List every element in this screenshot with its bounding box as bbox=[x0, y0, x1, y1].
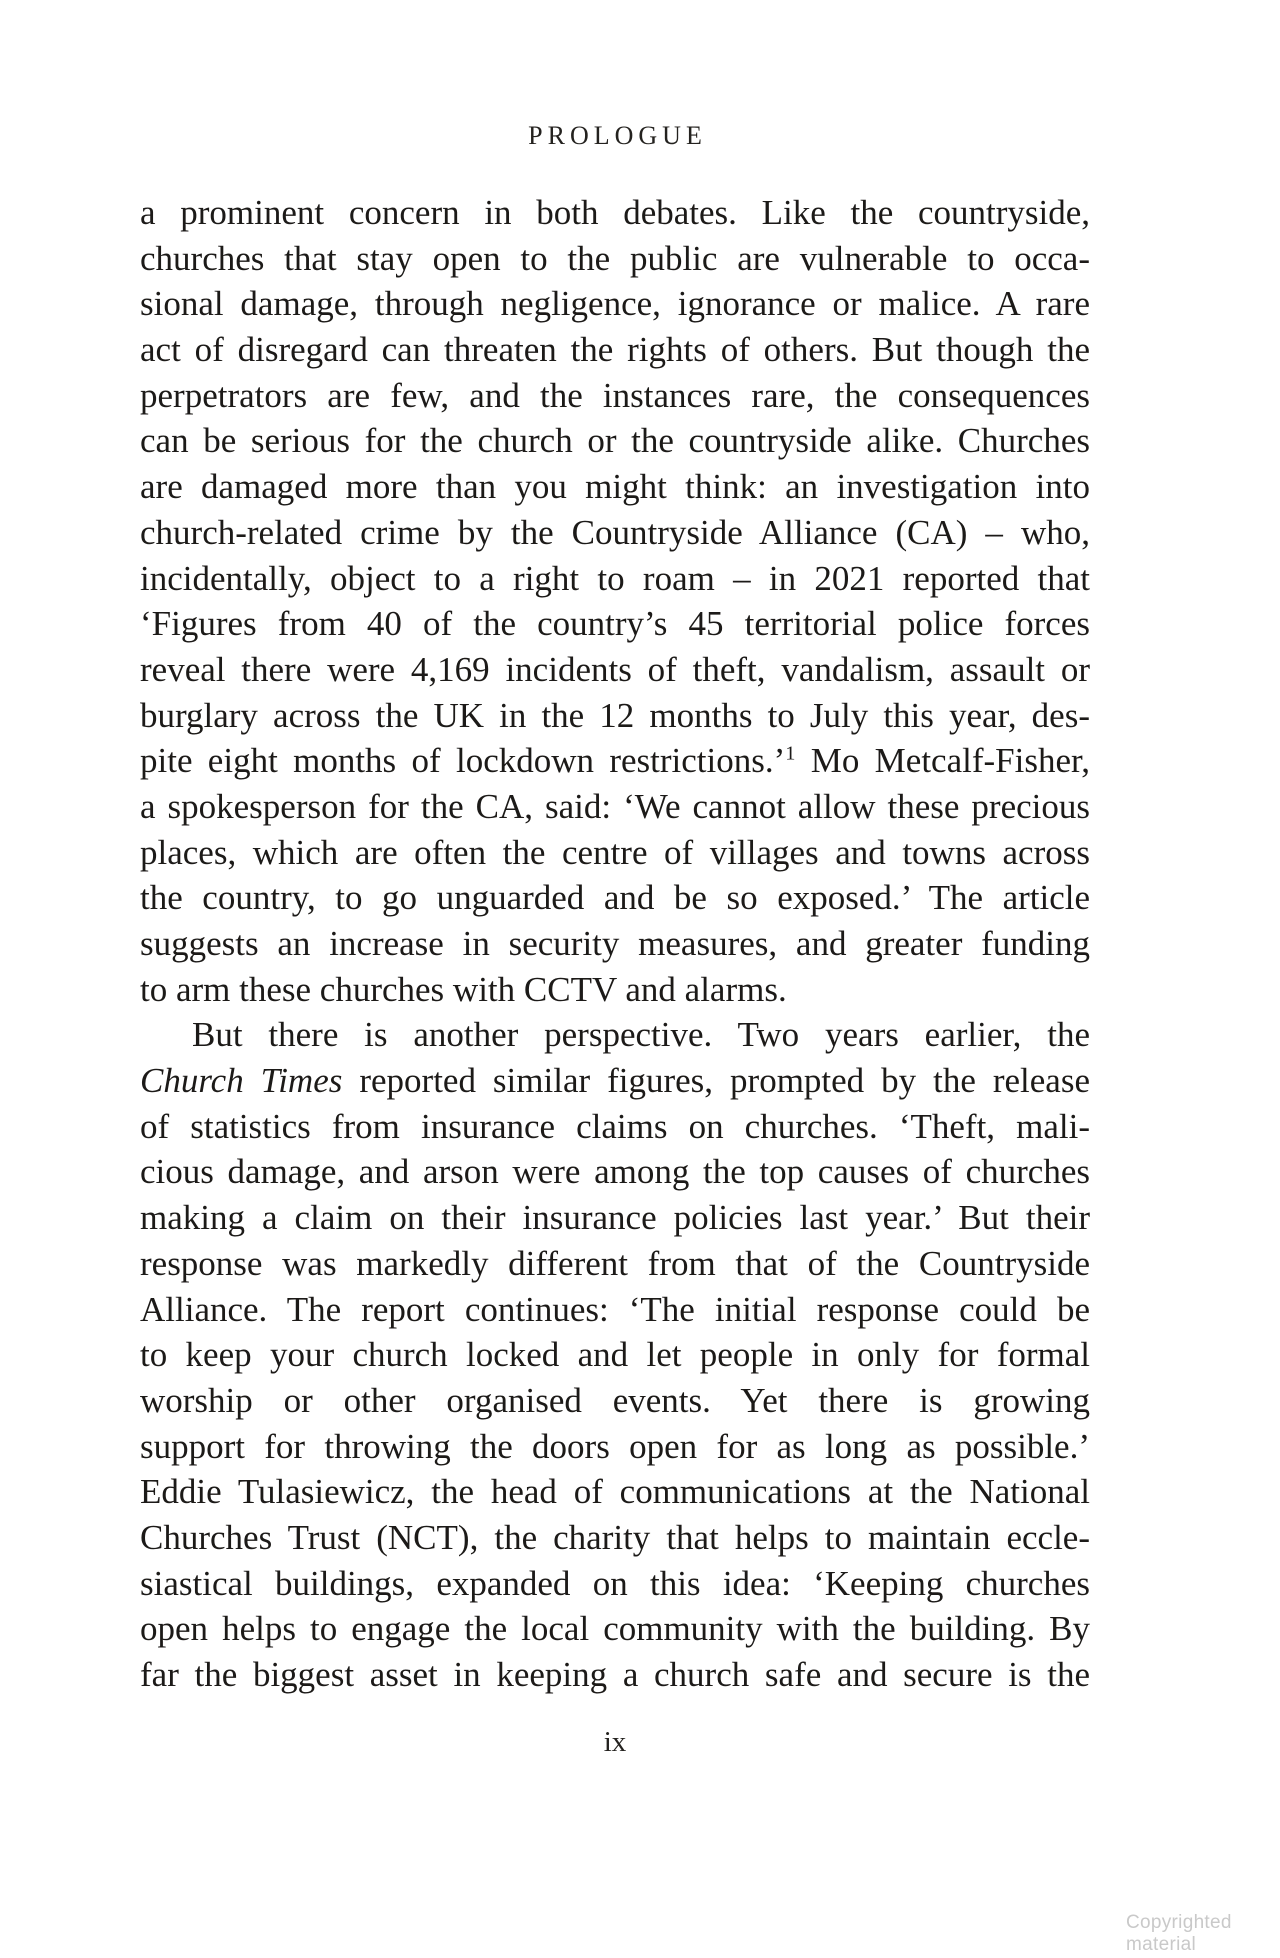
text-segment: far the biggest asset in keeping a church safe and secure is the bbox=[140, 1655, 1090, 1694]
text-segment: Churches Trust (NCT), the charity that helps to maintain eccle- bbox=[140, 1517, 1090, 1557]
text-line bbox=[140, 738, 1090, 784]
text-segment: reveal there were 4,169 incidents of theft, vandalism, assault or bbox=[140, 649, 1090, 689]
footnote-marker: 1 bbox=[785, 742, 796, 765]
text-segment: open helps to engage the local community with the building. By bbox=[140, 1609, 1090, 1649]
text-segment: a prominent concern in both debates. Like the countryside, bbox=[140, 193, 1090, 232]
text-segment: Church Times bbox=[140, 1061, 343, 1101]
text-line bbox=[140, 967, 1090, 1013]
text-segment: worship or other organised events. Yet there is growing bbox=[140, 1380, 1090, 1420]
text-segment: of statistics from insurance claims on churches. ‘Theft, mali- bbox=[140, 1106, 1090, 1146]
text-segment: burglary across the UK in the 12 months to July this year, des- bbox=[140, 695, 1090, 735]
text-line bbox=[140, 1606, 1090, 1652]
text-segment: are damaged more than you might think: an investigation into bbox=[140, 467, 1090, 507]
text-segment: But there is another perspective. Two years earlier, the bbox=[192, 1015, 1090, 1055]
text-segment: churches that stay open to the public are vulnerable to occa- bbox=[140, 238, 1090, 278]
text-segment: suggests an increase in security measures, and greater funding bbox=[140, 924, 1090, 963]
text-segment: incidentally, object to a right to roam – in 2021 reported that bbox=[140, 558, 1090, 598]
text-line bbox=[140, 647, 1090, 693]
page-header: PROLOGUE bbox=[528, 121, 707, 150]
text-line bbox=[140, 1149, 1090, 1195]
text-line bbox=[140, 1012, 1090, 1058]
copyright-watermark: Copyrighted material bbox=[1126, 1912, 1232, 1955]
text-line bbox=[140, 190, 1090, 236]
text-line bbox=[140, 1104, 1090, 1150]
text-segment: perpetrators are few, and the instances rare, the consequences bbox=[140, 375, 1090, 415]
text-segment: sional damage, through negligence, ignorance or malice. A rare bbox=[140, 284, 1090, 324]
text-segment: a spokesperson for the CA, said: ‘We cannot allow these precious bbox=[140, 786, 1090, 826]
text-segment: support for throwing the doors open for as long as possible.’ bbox=[140, 1426, 1090, 1466]
text-line bbox=[140, 1561, 1090, 1607]
text-line bbox=[140, 601, 1090, 647]
text-segment: cious damage, and arson were among the top causes of churches bbox=[140, 1152, 1090, 1192]
text-line bbox=[140, 875, 1090, 921]
text-line bbox=[140, 281, 1090, 327]
text-line bbox=[140, 464, 1090, 510]
text-line bbox=[140, 1469, 1090, 1515]
text-segment: to keep your church locked and let people in only for formal bbox=[140, 1335, 1090, 1375]
text-segment: act of disregard can threaten the rights of others. But though the bbox=[140, 330, 1090, 370]
text-line bbox=[140, 921, 1090, 967]
text-line bbox=[140, 373, 1090, 419]
text-segment: Eddie Tulasiewicz, the head of communications at the National bbox=[140, 1472, 1090, 1512]
text-line bbox=[140, 418, 1090, 464]
text-segment: ‘Figures from 40 of the country’s 45 territorial police forces bbox=[140, 604, 1090, 644]
text-line bbox=[140, 556, 1090, 602]
page-number: ix bbox=[603, 1726, 627, 1758]
text-line bbox=[140, 784, 1090, 830]
text-line bbox=[140, 1652, 1090, 1698]
text-line bbox=[140, 1287, 1090, 1333]
text-segment: places, which are often the centre of villages and towns across bbox=[140, 832, 1090, 872]
text-line bbox=[140, 1058, 1090, 1104]
text-line bbox=[140, 1241, 1090, 1287]
text-segment: making a claim on their insurance policies last year.’ But their bbox=[140, 1198, 1090, 1238]
text-segment: reported similar figures, prompted by the release bbox=[342, 1061, 1090, 1101]
text-segment: Mo Metcalf-Fisher, bbox=[795, 741, 1090, 781]
text-line bbox=[140, 693, 1090, 739]
text-segment: to arm these churches with CCTV and alarms. bbox=[140, 969, 787, 1009]
text-segment: pite eight months of lockdown restrictions.’ bbox=[140, 741, 786, 781]
text-line bbox=[140, 1332, 1090, 1378]
text-line bbox=[140, 510, 1090, 556]
text-line bbox=[140, 1378, 1090, 1424]
text-segment: Alliance. The report continues: ‘The initial response could be bbox=[140, 1289, 1090, 1329]
text-line bbox=[140, 1515, 1090, 1561]
text-segment: response was markedly different from that of the Countryside bbox=[140, 1243, 1090, 1283]
text-segment: church-related crime by the Countryside Alliance (CA) – who, bbox=[140, 512, 1090, 552]
text-line bbox=[140, 1195, 1090, 1241]
text-line bbox=[140, 830, 1090, 876]
text-segment: can be serious for the church or the countryside alike. Churches bbox=[140, 421, 1090, 461]
text-segment: the country, to go unguarded and be so exposed.’ The article bbox=[140, 878, 1090, 918]
text-segment: siastical buildings, expanded on this idea: ‘Keeping churches bbox=[140, 1563, 1090, 1603]
body-text bbox=[140, 190, 1090, 1698]
text-line bbox=[140, 236, 1090, 282]
text-line bbox=[140, 1424, 1090, 1470]
text-line bbox=[140, 327, 1090, 373]
